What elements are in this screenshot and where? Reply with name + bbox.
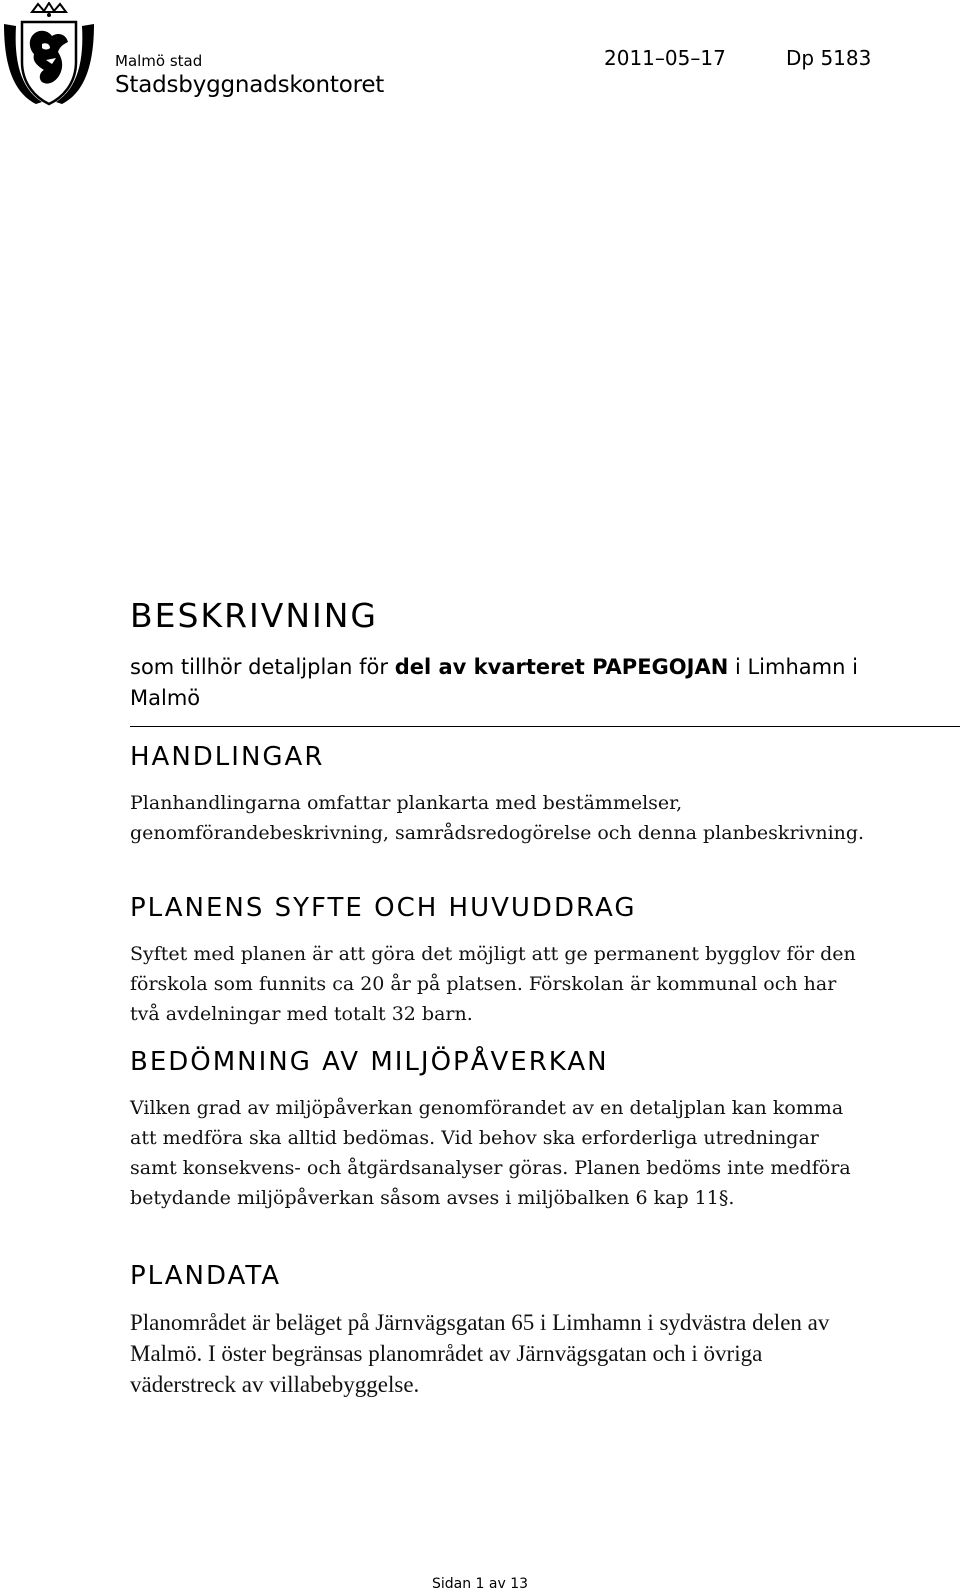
document-title: BESKRIVNING — [130, 596, 378, 635]
section-heading-handlingar: HANDLINGAR — [130, 742, 325, 772]
page-number: Sidan 1 av 13 — [431, 1576, 529, 1592]
department-name: Stadsbyggnadskontoret — [115, 72, 385, 98]
subtitle-plan-name: del av kvarteret PAPEGOJAN — [394, 655, 729, 679]
section-body-miljopaverkan: Vilken grad av miljöpåverkan genomförandet av en detaljplan kan komma att medföra ska alltid bedömas. Vid behov ska erforderliga utredningar samt konsekvens- och åtgärdsanalyser göras. Planen bedöms inte medföra betydande miljöpåverkan såsom avses i miljöbalken 6 kap 11§. — [130, 1097, 851, 1209]
section-heading-miljopaverkan: BEDÖMNING AV MILJÖPÅVERKAN — [130, 1047, 609, 1077]
city-name: Malmö stad — [115, 52, 203, 70]
document-date: 2011–05–17 — [604, 46, 726, 70]
document-number: Dp 5183 — [786, 46, 872, 70]
horizontal-divider — [130, 726, 960, 727]
section-body-plandata: Planområdet är beläget på Järnvägsgatan 65 i Limhamn i sydvästra delen av Malmö. I öster begränsas planområdet av Järnvägsgatan och i övriga väderstreck av villabebyggelse. — [130, 1310, 830, 1397]
section-heading-syfte: PLANENS SYFTE OCH HUVUDDRAG — [130, 893, 637, 923]
subtitle-prefix: som tillhör detaljplan för — [130, 655, 395, 679]
subtitle-suffix: i Limhamn i Malmö — [130, 655, 858, 710]
section-heading-plandata: PLANDATA — [130, 1261, 281, 1291]
section-body-syfte: Syftet med planen är att göra det möjligt att ge permanent bygglov för den förskola som funnits ca 20 år på platsen. Förskolan är kommunal och har två avdelningar med totalt 32 barn. — [130, 943, 856, 1025]
section-body-handlingar: Planhandlingarna omfattar plankarta med bestämmelser, genomförandebeskrivning, samrådsredogörelse och denna planbeskrivning. — [130, 792, 865, 844]
malmo-coat-of-arms-icon — [2, 2, 96, 106]
organization-block — [115, 52, 384, 100]
document-subtitle — [130, 652, 890, 714]
